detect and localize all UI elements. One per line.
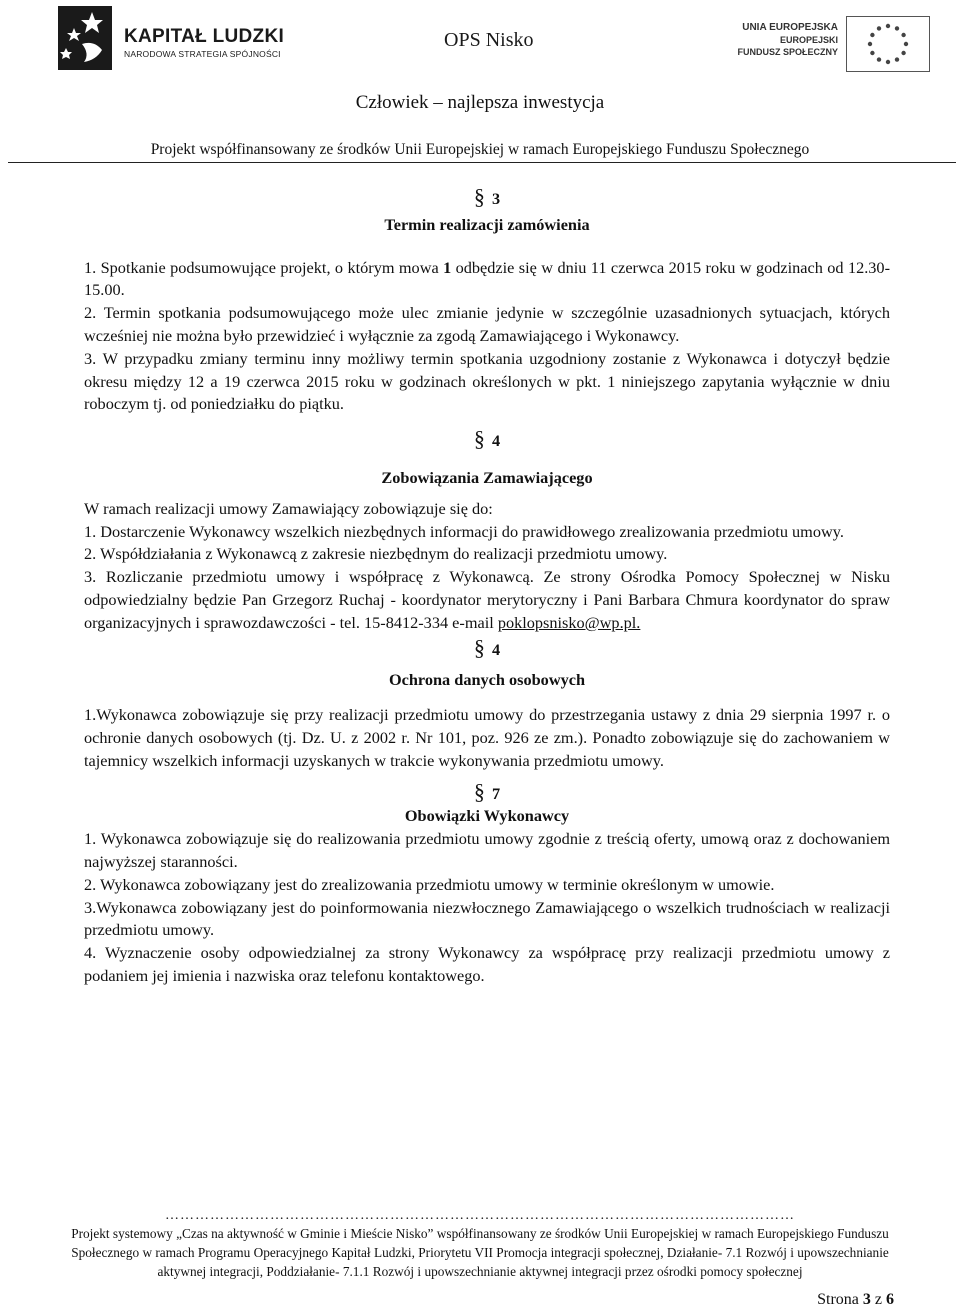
kapital-ludzki-logo: [52, 4, 285, 72]
page-header: [0, 0, 960, 166]
header-cofinancing-note: Projekt współfinansowany ze środków Unii Europejskiej w ramach Europejskiego Funduszu Społecznego: [150, 141, 810, 158]
page-label: Strona: [817, 1291, 859, 1308]
section-4a-intro: W ramach realizacji umowy Zamawiający zobowiązuje się do:: [84, 498, 493, 518]
section-3-p1-prefix: 1. Spotkanie podsumowujące projekt, o którym mowa: [84, 257, 444, 277]
section-7-number: 7: [491, 783, 501, 803]
section-3-number: 3: [491, 189, 501, 208]
section-symbol: §: [473, 184, 485, 209]
section-3-p1-suffix: odbędzie się w dniu 11 czerwca 2015 roku w godzinach od 12.30-15.00.: [84, 257, 890, 300]
section-3-p1-bold: 1: [443, 257, 452, 277]
contact-email-link[interactable]: poklopsnisko@wp.pl.: [497, 612, 641, 632]
section-4a-heading: [84, 428, 890, 453]
section-7-title: Obowiązki Wykonawcy: [404, 806, 570, 826]
eu-logo-line3: FUNDUSZ SPOŁECZNY: [737, 47, 838, 57]
section-4b-heading: [84, 634, 890, 662]
section-4a-number: 4: [491, 431, 501, 451]
footer-dotted-separator: ………………………………………………………………………………………………………………: [165, 1208, 795, 1223]
header-title: OPS Nisko: [444, 29, 534, 51]
section-7-paragraph-2: 2. Wykonawca zobowiązany jest do zrealizowania przedmiotu umowy w terminie określonym w umowie.: [84, 874, 775, 894]
section-4a-p3-text: 3. Rozliczanie przedmiotu umowy i współpracę z Wykonawcą. Ze strony Ośrodka Pomocy Społecznej w Nisku odpowiedzialny będzie Pan Grzegorz Ruchaj - koordynator merytoryczny i Pani Barbara Chmura koordynator do spraw organizacyjnych i sprawozdawczości - tel. 15-8412-334 e-mail: [84, 567, 890, 632]
section-7-heading: [84, 778, 890, 806]
page-current: 3: [862, 1291, 871, 1308]
kapital-ludzki-name: KAPITAŁ LUDZKI: [124, 26, 285, 47]
section-3-title: Termin realizacji zamówienia: [384, 214, 590, 234]
section-4b-title: Ochrona danych osobowych: [388, 670, 586, 690]
section-symbol: §: [473, 634, 485, 660]
header-divider: [8, 162, 956, 163]
section-4a-paragraph-1: 1. Dostarczenie Wykonawcy wszelkich niezbędnych informacji do prawidłowego zrealizowania przedmiotu umowy.: [84, 521, 844, 541]
section-7-paragraph-1: 1. Wykonawca zobowiązuje się do realizowania przedmiotu umowy zgodnie z treścią oferty, umową oraz z dochowaniem najwyższej staranności.: [84, 829, 890, 871]
section-4b-paragraph-1: 1.Wykonawca zobowiązuje się przy realizacji przedmiotu umowy do przestrzegania ustawy z dnia 29 sierpnia 1997 r. o ochronie danych osobowych (tj. Dz. U. z 2002 r. Nr 101, poz. 926 ze zm.). Ponadto zobowiązuje się do zachowaniem w tajemnicy wszelkich informacji uzyskanych w trakcie wykonywania przedmiotu umowy.: [84, 705, 890, 770]
kapital-ludzki-emblem-icon: [52, 4, 118, 72]
section-symbol: §: [473, 426, 485, 452]
section-4a-title: Zobowiązania Zamawiającego: [381, 467, 593, 487]
eu-logo-line2: EUROPEJSKI: [779, 35, 838, 45]
kapital-ludzki-subtitle: NARODOWA STRATEGIA SPÓJNOŚCI: [124, 49, 281, 59]
section-4a-paragraph-2: 2. Współdziałania z Wykonawcą z zakresie niezbędnym do realizacji przedmiotu umowy.: [84, 544, 668, 564]
eu-logo-line1: UNIA EUROPEJSKA: [742, 22, 838, 33]
eu-logo-text: [737, 22, 838, 58]
section-4a-paragraph-3: [84, 566, 890, 634]
section-symbol: §: [473, 778, 485, 804]
section-7-paragraph-4: 4. Wyznaczenie osoby odpowiedzialnej za strony Wykonawcy za współpracę przy realizacji przedmiotu umowy z podaniem jej imienia i nazwiska oraz telefonu kontaktowego.: [84, 943, 890, 985]
eu-logo: [720, 12, 930, 72]
section-3-heading: [84, 186, 890, 211]
section-3-paragraph-3: 3. W przypadku zmiany terminu inny możliwy termin spotkania uzgodniony zostanie z Wykonawca i dotyczył będzie okresu między 12 a 19 czerwca 2015 roku w godzinach określonych w pkt. 1 niniejszego zapytania wyłącznie w dniu roboczym tj. od poniedziałku do piątku.: [84, 348, 890, 414]
section-7-paragraph-3: 3.Wykonawca zobowiązany jest do poinformowania niezwłocznego Zamawiającego o wszelkich trudnościach w realizacji przedmiotu umowy.: [84, 897, 890, 940]
page-number: [817, 1291, 894, 1309]
section-4b-number: 4: [491, 639, 501, 659]
page-total: 6: [886, 1291, 894, 1308]
eu-flag-icon: [846, 16, 930, 72]
document-body: [84, 186, 890, 988]
section-3-paragraph-2: 2. Termin spotkania podsumowującego może ulec zmianie jedynie w szczególnie uzasadnionych sytuacjach, których wcześniej nie można było przewidzieć i wyłącznie za zgodą Zamawiającego i Wykonawcy.: [84, 303, 890, 345]
page-separator: z: [874, 1291, 882, 1308]
section-3-paragraph-1: [84, 257, 890, 303]
header-motto: Człowiek – najlepsza inwestycja: [355, 92, 605, 113]
footer-project-note: Projekt systemowy „Czas na aktywność w Gminie i Mieście Nisko” współfinansowany ze środków Unii Europejskiej w ramach Europejskiego Funduszu Społecznego w ramach Programu Operacyjnego Kapitał Ludzki, Priorytetu VII Promocja integracji społecznej, Działanie- 7.1 Rozwój i upowszechnianie aktywnej integracji, Poddziałanie- 7.1.1 Rozwój i upowszechnianie aktywnej integracji przez ośrodki pomocy społecznej: [71, 1226, 889, 1279]
